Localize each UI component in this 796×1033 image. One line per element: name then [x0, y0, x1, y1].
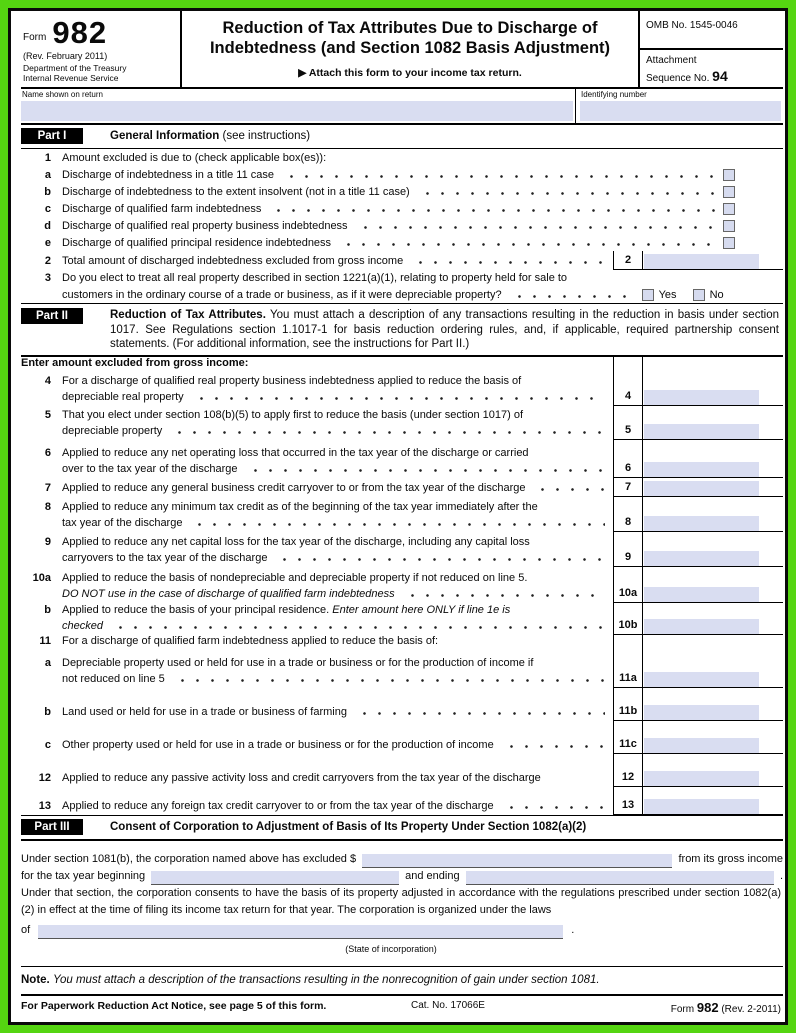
line-11b-box-label: 11b: [613, 688, 643, 721]
line-9: 9 Applied to reduce any net capital loss for the tax year of the discharge, including any capital loss carryovers to the tax year of the discharge 9: [21, 532, 783, 567]
excluded-amount-field[interactable]: [362, 854, 672, 868]
line-3: 3 Do you elect to treat all real property described in section 1221(a)(1), relating to property held for sale to: [44, 272, 568, 284]
checkbox-1b[interactable]: [723, 186, 735, 198]
line-12-amount-field[interactable]: [644, 771, 759, 786]
line-11c-box-label: 11c: [613, 721, 643, 754]
line-10b-amount-field[interactable]: [644, 619, 759, 634]
line-7-amount-field[interactable]: [644, 481, 759, 496]
line-10b-box-label: 10b: [613, 603, 643, 635]
line-6-amount-field[interactable]: [644, 462, 759, 477]
state-caption: (State of incorporation): [345, 944, 437, 955]
line-2-text: Total amount of discharged indebtedness excluded from gross income: [62, 255, 404, 267]
form-982-page: [8, 8, 788, 1025]
arrow-right-icon: ▶: [298, 67, 307, 79]
note-text: You must attach a description of the transactions resulting in the nonrecognition of gain under section 1081.: [52, 974, 600, 987]
consent-text-3: for the tax year beginning: [21, 870, 146, 883]
line-10a-amount-field[interactable]: [644, 587, 759, 602]
identifying-number-input[interactable]: [580, 101, 781, 121]
line-8-amount-field[interactable]: [644, 516, 759, 531]
line-1: 1 Amount excluded is due to (check applicable box(es)):: [44, 151, 327, 164]
form-id-block: [21, 11, 180, 87]
state-of-incorporation-field[interactable]: [38, 925, 563, 939]
part2-description: You must attach a description of any transactions resulting in the reduction in basis under section 1017. See Regulations section 1.1017-1 for basis reduction ordering rules, and, if applicable, required partnership consent statements. (For additional information, see the instructions for Part II.): [110, 309, 779, 351]
checkbox-1e[interactable]: [723, 237, 735, 249]
line-2-box-label: 2: [613, 251, 643, 270]
part3-title: Consent of Corporation to Adjustment of Basis of Its Property Under Section 1082(a)(2): [110, 821, 587, 834]
line-3-text-1: Do you elect to treat all real property described in section 1221(a)(1), relating to property held for sale to: [62, 272, 568, 284]
dept-irs: Internal Revenue Service: [23, 73, 119, 84]
line-5-box-label: 5: [613, 406, 643, 440]
line-4: 4 For a discharge of qualified real property business indebtedness applied to reduce the basis of depreciable real property 4: [21, 372, 783, 406]
checkbox-1a[interactable]: [723, 169, 735, 181]
line-3-continued: [21, 286, 783, 303]
omb-block: [640, 11, 783, 87]
line-1a: a Discharge of indebtedness in a title 11 case: [21, 166, 783, 183]
line-7: 7 Applied to reduce any general business credit carryover to or from the tax year of the discharge 7: [21, 478, 783, 497]
line-10a-box-label: 10a: [613, 567, 643, 603]
line-10b: b Applied to reduce the basis of your principal residence. Enter amount here ONLY if line 1e is checked 10b: [21, 603, 783, 635]
catalog-number: Cat. No. 17066E: [411, 1000, 485, 1012]
tax-year-beginning-field[interactable]: [151, 871, 399, 885]
attachment-sequence: Attachment Sequence No. 94: [640, 48, 783, 87]
line-11c: c Other property used or held for use in a trade or business or for the production of income 11c: [21, 721, 783, 754]
part2-title: Reduction of Tax Attributes.: [110, 309, 266, 321]
part1-header: [21, 125, 783, 149]
taxpayer-row: [21, 89, 783, 125]
note-label: Note.: [21, 974, 50, 987]
line-9-amount-field[interactable]: [644, 551, 759, 566]
attach-instruction: ▶ Attach this form to your income tax return.: [298, 67, 522, 79]
line-1d: d Discharge of qualified real property business indebtedness: [21, 217, 783, 234]
line-4-box-label: 4: [613, 372, 643, 406]
consent-text-1: Under section 1081(b), the corporation named above has excluded $: [21, 853, 357, 866]
line-13-amount-field[interactable]: [644, 799, 759, 814]
line-1-text: Amount excluded is due to (check applicable box(es)):: [62, 151, 327, 164]
line-8-box-label: 8: [613, 497, 643, 532]
no-label: No: [709, 288, 724, 301]
yes-label: Yes: [658, 288, 677, 301]
line-1e-text: Discharge of qualified principal residence indebtedness: [62, 236, 332, 249]
revision-date: (Rev. February 2011): [23, 51, 108, 61]
line-11c-amount-field[interactable]: [644, 738, 759, 753]
line-6: 6 Applied to reduce any net operating loss that occurred in the tax year of the discharge or carried over to the tax year of the discharge 6: [21, 440, 783, 478]
line-1d-text: Discharge of qualified real property business indebtedness: [62, 219, 348, 232]
line-1c: c Discharge of qualified farm indebtedness: [21, 200, 783, 217]
consent-text-2: from its gross income: [678, 853, 783, 866]
line-5-amount-field[interactable]: [644, 424, 759, 439]
identifying-number-label: Identifying number: [581, 90, 647, 99]
line-9-box-label: 9: [613, 532, 643, 567]
line-2: 2 Total amount of discharged indebtedness excluded from gross income 2: [21, 251, 783, 270]
note-row: [21, 966, 783, 994]
line-1b: b Discharge of indebtedness to the extent insolvent (not in a title 11 case): [21, 183, 783, 200]
dept-treasury: Department of the Treasury: [23, 63, 127, 73]
line-1a-text: Discharge of indebtedness in a title 11 case: [62, 168, 274, 181]
part2-subheading-row: [21, 357, 783, 372]
line-4-amount-field[interactable]: [644, 390, 759, 405]
line-13: 13 Applied to reduce any foreign tax credit carryover to or from the tax year of the discharge 13: [21, 787, 783, 815]
line-1c-text: Discharge of qualified farm indebtedness: [62, 202, 262, 215]
part3-consent: Under section 1081(b), the corporation named above has excluded $ from its gross income for the tax year beginning and ending . Under that section, the corporation consents to have the basis of its property adjusted in accordance with the regulations prescribed under section 1082(a)(2) in effect at the time of filing its income tax return for that year. The corporation is organized under the laws of . (State of incorporation): [21, 841, 783, 958]
part2-header: [21, 303, 783, 357]
line-11b: b Land used or held for use in a trade or business of farming 11b: [21, 688, 783, 721]
line-10a: 10a Applied to reduce the basis of nondepreciable and depreciable property if not reduced on line 5. DO NOT use in the case of discharge of qualified farm indebtedness 10a: [21, 567, 783, 603]
line-11b-amount-field[interactable]: [644, 705, 759, 720]
line-3-text-2: customers in the ordinary course of a trade or business, as if it were depreciable property?: [62, 288, 502, 301]
line-11a: a Depreciable property used or held for use in a trade or business or for the production of income if not reduced on line 5 11a: [21, 650, 783, 688]
consent-text-6: of: [21, 924, 31, 937]
name-input[interactable]: [21, 101, 573, 121]
consent-text-4: and ending: [405, 870, 460, 883]
line-12: 12 Applied to reduce any passive activity loss and credit carryovers from the tax year of the discharge 12: [21, 754, 783, 787]
line-1e: e Discharge of qualified principal residence indebtedness: [21, 234, 783, 251]
consent-text-5: Under that section, the corporation consents to have the basis of its property adjusted in accordance with the regulations prescribed under section 1082(a)(2) in effect at the time of filing its income tax return for that year. The corporation is organized under the laws: [21, 887, 781, 917]
form-word: Form: [23, 32, 47, 43]
checkbox-3-no[interactable]: [693, 289, 705, 301]
part2-badge: Part II: [21, 308, 83, 324]
omb-number: OMB No. 1545-0046: [646, 20, 738, 31]
line-7-box-label: 7: [613, 478, 643, 497]
line-2-amount-field[interactable]: [644, 254, 759, 269]
part3-header: [21, 815, 783, 841]
line-11a-amount-field[interactable]: [644, 672, 759, 687]
line-11: 11 For a discharge of qualified farm indebtedness applied to reduce the basis of:: [21, 635, 783, 650]
line-8: 8 Applied to reduce any minimum tax credit as of the beginning of the tax year immediately after the tax year of the discharge 8: [21, 497, 783, 532]
part2-subheading: Enter amount excluded from gross income:: [21, 357, 249, 370]
part3-badge: Part III: [21, 819, 83, 835]
line-5: 5 That you elect under section 108(b)(5) to apply first to reduce the basis (under section 1017) of depreciable property 5: [21, 406, 783, 440]
name-label: Name shown on return: [22, 90, 103, 99]
part1-title-note: (see instructions): [222, 130, 311, 142]
checkbox-1c[interactable]: [723, 203, 735, 215]
title-block: [180, 11, 640, 87]
line-12-box-label: 12: [613, 754, 643, 787]
checkbox-3-yes[interactable]: [642, 289, 654, 301]
part1-title: General Information: [110, 130, 220, 142]
form-header: [21, 11, 783, 89]
line-11a-box-label: 11a: [613, 650, 643, 688]
checkbox-1d[interactable]: [723, 220, 735, 232]
line-1b-text: Discharge of indebtedness to the extent insolvent (not in a title 11 case): [62, 185, 410, 198]
tax-year-ending-field[interactable]: [466, 871, 774, 885]
part1-badge: Part I: [21, 128, 83, 144]
paperwork-notice: For Paperwork Reduction Act Notice, see page 5 of this form.: [21, 1000, 327, 1013]
attachment-sequence-number: 94: [712, 67, 728, 84]
form-footer: [21, 994, 783, 1015]
form-number: 982: [52, 15, 108, 50]
footer-form-id: Form 982 (Rev. 2-2011): [670, 1000, 781, 1016]
line-6-box-label: 6: [613, 440, 643, 478]
line-13-box-label: 13: [613, 787, 643, 815]
form-title: Reduction of Tax Attributes Due to Discharge of Indebtedness (and Section 1082 Basis Adjustment): [209, 19, 611, 58]
